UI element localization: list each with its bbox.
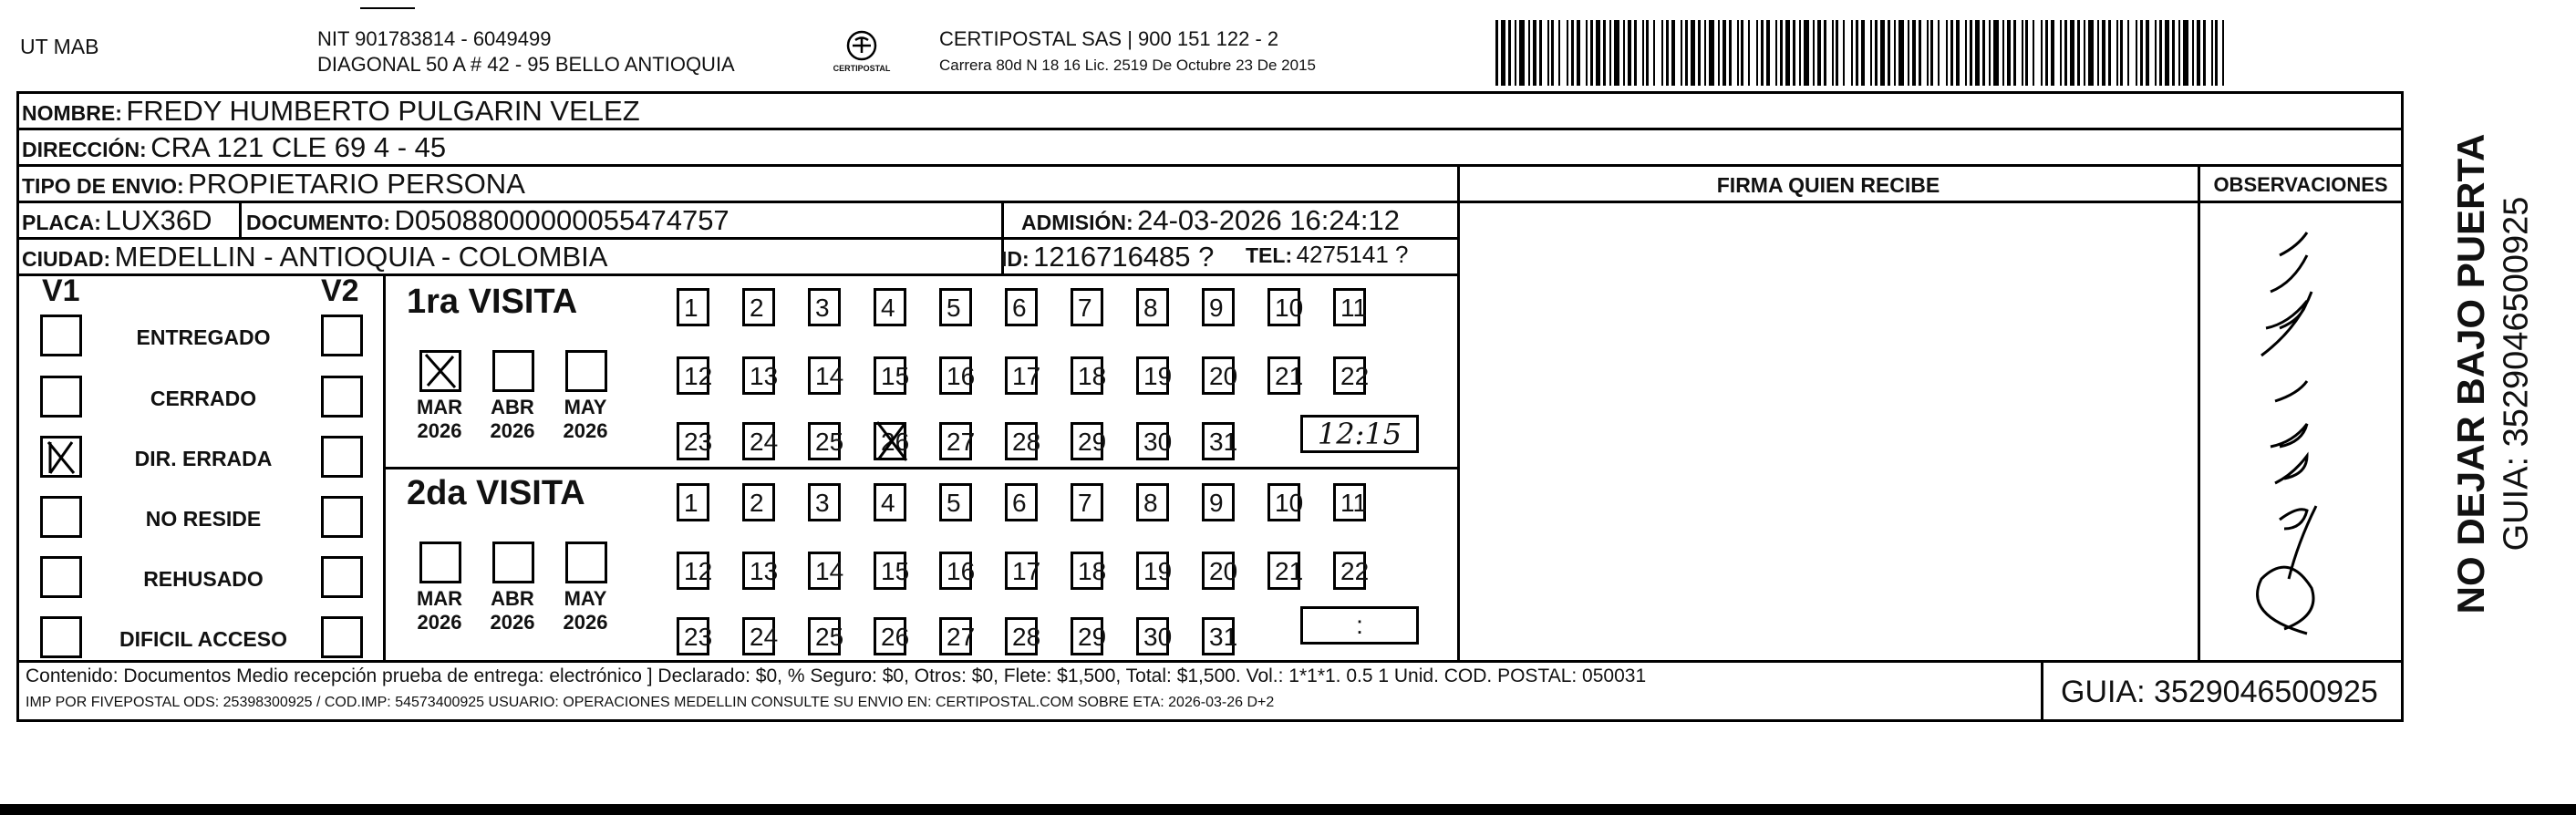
direccion-field [22,131,446,164]
day-box[interactable]: 18 [1071,552,1103,590]
row-line [16,660,2404,663]
col-line [383,273,386,660]
year-label: 2026 [490,611,535,634]
day-box[interactable]: 25 [808,617,841,655]
direccion-value: CRA 121 CLE 69 4 - 45 [150,131,447,163]
col-line [1457,164,1460,660]
month-checkbox[interactable] [492,350,534,392]
day-box[interactable]: 5 [939,483,972,521]
row-line [16,273,1457,276]
documento-value: D05088000000055474757 [394,204,729,236]
footer-contenido: Contenido: Documentos Medio recepción prueba de entrega: electrónico ] Declarado: $0, % Seguro: $0, Otros: $0, Flete: $1,500, Total: $1,500. Vol.: 1*1*1. 0.5 1 Unid. COD. POSTAL: 050031 [26,665,1647,686]
day-box[interactable]: 11 [1333,483,1366,521]
ciudad-value: MEDELLIN - ANTIOQUIA - COLOMBIA [114,241,608,273]
day-box[interactable]: 12 [677,356,709,395]
day-box[interactable]: 10 [1267,288,1300,326]
col-line [2041,660,2043,722]
day-box[interactable]: 9 [1202,483,1235,521]
day-box[interactable]: 14 [808,552,841,590]
tipo-label: TIPO DE ENVIO: [22,174,184,198]
day-box[interactable]: 6 [1005,288,1038,326]
tipo-field [22,168,525,201]
day-box[interactable]: 16 [939,552,972,590]
v1-checkbox[interactable] [40,315,82,356]
id-value: 1216716485 ? [1033,241,1215,273]
col-line [239,201,242,237]
direccion-label: DIRECCIÓN: [22,138,147,161]
placa-label: PLACA: [22,211,101,234]
v2-checkbox[interactable] [321,315,363,356]
day-box[interactable]: 26 [874,617,906,655]
day-box[interactable]: 7 [1071,288,1103,326]
day-box[interactable]: 8 [1136,483,1169,521]
day-box[interactable]: 19 [1136,356,1169,395]
day-box[interactable]: 30 [1136,617,1169,655]
day-box[interactable]: 23 [677,422,709,460]
company-name: UT MAB [20,35,99,58]
month-label: MAY [564,396,607,418]
month-label: ABR [491,396,534,418]
day-box[interactable]: 21 [1267,552,1300,590]
first-visit-time: 12:15 [1317,417,1402,451]
ciudad-field [22,241,607,273]
day-box[interactable]: 8 [1136,288,1169,326]
day-box[interactable]: 20 [1202,552,1235,590]
month-label: MAY [564,587,607,610]
day-box[interactable]: 12 [677,552,709,590]
v1-checkbox[interactable] [40,556,82,598]
day-box[interactable]: 22 [1333,356,1366,395]
certipostal-logo [830,27,894,82]
year-label: 2026 [490,419,535,442]
bottom-edge-bar [0,804,2576,815]
year-label: 2026 [417,611,462,634]
second-visit-time-box [1300,606,1419,645]
year-label: 2026 [563,611,608,634]
day-box[interactable]: 29 [1071,422,1103,460]
day-box[interactable]: 6 [1005,483,1038,521]
header-stub-line [360,7,415,9]
month-checkbox[interactable] [565,542,607,583]
tel-field [1246,241,1408,269]
month-checkbox[interactable] [419,350,461,392]
nombre-value: FREDY HUMBERTO PULGARIN VELEZ [126,95,640,127]
day-box[interactable]: 18 [1071,356,1103,395]
day-box[interactable]: 7 [1071,483,1103,521]
day-mark-icon [872,418,912,464]
v1-checkbox[interactable] [40,616,82,658]
day-box[interactable]: 26 [874,422,906,460]
month-label: MAR [416,396,463,418]
day-box[interactable]: 4 [874,288,906,326]
nombre-field [22,95,640,128]
day-box[interactable]: 19 [1136,552,1169,590]
row-line [16,128,2404,130]
tel-label: TEL: [1246,243,1293,267]
month-label: ABR [491,587,534,610]
year-label: 2026 [563,419,608,442]
month-label: MAR [416,587,463,610]
v1-checkbox[interactable] [40,376,82,418]
col-line [2198,164,2200,660]
v2-checkbox[interactable] [321,556,363,598]
v2-checkbox[interactable] [321,496,363,538]
day-box[interactable]: 28 [1005,422,1038,460]
day-box[interactable]: 14 [808,356,841,395]
col-line [1001,201,1004,237]
day-box[interactable]: 24 [742,617,775,655]
v2-checkbox[interactable] [321,376,363,418]
day-box[interactable]: 2 [742,483,775,521]
year-label: 2026 [417,419,462,442]
status-option-label: CERRADO [150,387,257,410]
day-box[interactable]: 4 [874,483,906,521]
day-box[interactable]: 13 [742,552,775,590]
admision-label: ADMISIÓN: [1021,211,1133,234]
row-line [1457,201,2404,203]
day-box[interactable]: 28 [1005,617,1038,655]
status-option-label: NO RESIDE [145,507,262,531]
observaciones-header: OBSERVACIONES [2213,173,2388,196]
day-box[interactable]: 29 [1071,617,1103,655]
no-dejar-bajo-puerta: NO DEJAR BAJO PUERTA [2449,133,2492,614]
status-option-label: ENTREGADO [136,325,271,349]
company-address: DIAGONAL 50 A # 42 - 95 BELLO ANTIOQUIA [317,53,735,76]
day-box[interactable]: 15 [874,552,906,590]
first-visit-time-box [1300,415,1419,453]
second-visit-title: 2da VISITA [407,474,585,512]
visit-divider [383,467,1457,469]
day-box[interactable]: 17 [1005,356,1038,395]
day-box[interactable]: 10 [1267,483,1300,521]
id-field [1001,241,1214,273]
day-box[interactable]: 17 [1005,552,1038,590]
v2-checkbox[interactable] [321,616,363,658]
row-line [16,237,1457,240]
tipo-value: PROPIETARIO PERSONA [188,168,525,200]
row-line [16,201,1457,203]
day-box[interactable]: 16 [939,356,972,395]
nit: NIT 901783814 - 6049499 [317,27,552,50]
v1-header: V1 [42,273,80,308]
day-box[interactable]: 1 [677,483,709,521]
admision-value: 24-03-2026 16:24:12 [1137,204,1400,236]
day-box[interactable]: 3 [808,288,841,326]
month-checkbox[interactable] [565,350,607,392]
check-x-icon [422,353,459,389]
status-option-label: DIFICIL ACCESO [119,627,287,651]
day-box[interactable]: 27 [939,617,972,655]
row-line [16,164,2404,167]
v1-checkbox[interactable] [40,436,82,478]
id-label: ID: [1001,247,1029,271]
placa-field [22,204,212,237]
day-box[interactable]: 25 [808,422,841,460]
ciudad-label: CIUDAD: [22,247,111,271]
day-box[interactable]: 31 [1202,422,1235,460]
day-box[interactable]: 31 [1202,617,1235,655]
day-box[interactable]: 21 [1267,356,1300,395]
day-box[interactable]: 2 [742,288,775,326]
v2-header: V2 [321,273,359,308]
first-visit-title: 1ra VISITA [407,283,578,321]
footer-guia: GUIA: 3529046500925 [2061,675,2378,709]
day-box[interactable]: 9 [1202,288,1235,326]
logo-text: CERTIPOSTAL [833,64,891,73]
check-x-icon [43,438,79,475]
day-box[interactable]: 1 [677,288,709,326]
day-box[interactable]: 22 [1333,552,1366,590]
v1-checkbox[interactable] [40,496,82,538]
barcode [1495,20,2225,86]
day-box[interactable]: 30 [1136,422,1169,460]
observacion-handwriting [2225,219,2362,647]
side-guia: GUIA: 3529046500925 [2497,196,2536,552]
day-box[interactable]: 5 [939,288,972,326]
placa-value: LUX36D [105,204,212,236]
day-box[interactable]: 15 [874,356,906,395]
second-visit-time: : [1356,611,1363,639]
status-option-label: REHUSADO [143,567,264,591]
tel-value: 4275141 ? [1296,241,1409,268]
day-box[interactable]: 3 [808,483,841,521]
day-box[interactable]: 13 [742,356,775,395]
status-option-label: DIR. ERRADA [134,447,273,470]
v2-checkbox[interactable] [321,436,363,478]
day-box[interactable]: 27 [939,422,972,460]
admision-field [1021,204,1400,237]
day-box[interactable]: 11 [1333,288,1366,326]
day-box[interactable]: 23 [677,617,709,655]
month-checkbox[interactable] [419,542,461,583]
footer-imp: IMP POR FIVEPOSTAL ODS: 25398300925 / COD.IMP: 54573400925 USUARIO: OPERACIONES MEDELLIN CONSULTE SU ENVIO EN: CERTIPOSTAL.COM SOBRE ETA: 2026-03-26 D+2 [26,695,1275,710]
day-box[interactable]: 20 [1202,356,1235,395]
firma-header: FIRMA QUIEN RECIBE [1716,173,1940,197]
certipostal-name: CERTIPOSTAL SAS | 900 151 122 - 2 [939,27,1279,50]
day-box[interactable]: 24 [742,422,775,460]
documento-label: DOCUMENTO: [246,211,391,234]
certipostal-license: Carrera 80d N 18 16 Lic. 2519 De Octubre 23 De 2015 [939,57,1316,74]
nombre-label: NOMBRE: [22,101,122,125]
documento-field [246,204,729,237]
month-checkbox[interactable] [492,542,534,583]
